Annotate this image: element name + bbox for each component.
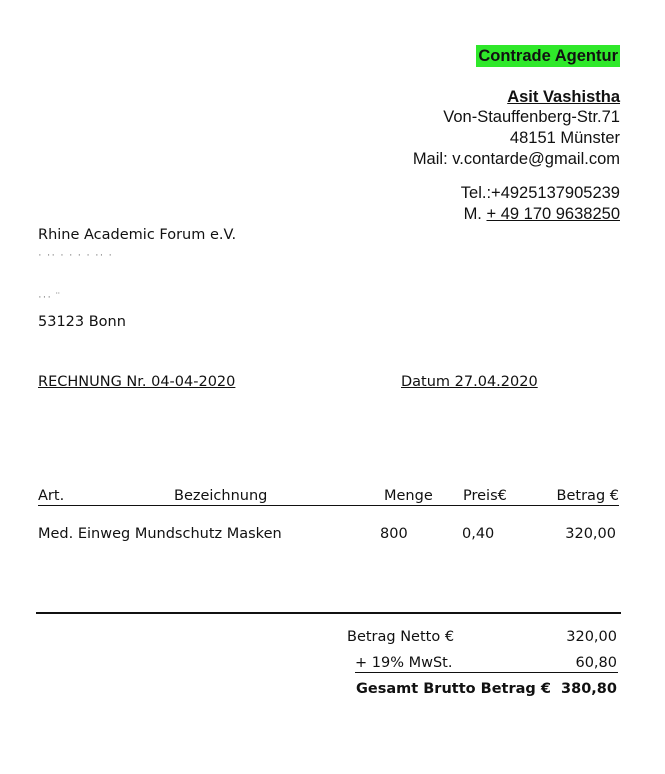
sender-mobile-prefix: M.: [463, 205, 487, 223]
header-betrag: Betrag €: [556, 488, 619, 504]
mwst-label: + 19% MwSt.: [355, 655, 453, 671]
sender-mobile-number: + 49 170 9638250: [486, 205, 620, 223]
mwst-rule: [355, 672, 618, 673]
invoice-number: RECHNUNG Nr. 04-04-2020: [38, 374, 236, 390]
sender-city: 48151 Münster: [509, 129, 620, 147]
row-betrag: 320,00: [565, 526, 616, 542]
recipient-city: 53123 Bonn: [38, 314, 126, 330]
row-menge: 800: [380, 526, 408, 542]
sender-mobile: [464, 204, 620, 225]
recipient-line-obscured-1: · ·· · · · · ·· ·: [38, 249, 114, 261]
brutto-label: Gesamt Brutto Betrag €: [356, 681, 551, 697]
sender-phone: Tel.:+4925137905239: [460, 184, 620, 202]
sender-mail: Mail: v.contarde@gmail.com: [412, 150, 620, 168]
row-description: Med. Einweg Mundschutz Masken: [38, 526, 282, 542]
header-art: Art.: [38, 488, 65, 504]
recipient-line-obscured-2: ··· ¨: [38, 291, 61, 303]
netto-value: 320,00: [566, 629, 617, 645]
table-header-rule: [38, 505, 619, 506]
sender-name: Asit Vashistha: [507, 88, 620, 106]
brutto-value: 380,80: [561, 681, 617, 697]
recipient-name: Rhine Academic Forum e.V.: [38, 227, 237, 243]
header-bezeichnung: Bezeichnung: [174, 488, 268, 504]
mwst-value: 60,80: [575, 655, 617, 671]
netto-label: Betrag Netto €: [347, 629, 455, 645]
sender-street: Von-Stauffenberg-Str.71: [443, 108, 620, 126]
header-menge: Menge: [384, 488, 433, 504]
invoice-date: Datum 27.04.2020: [401, 374, 538, 390]
totals-separator: [36, 612, 621, 614]
header-preis: Preis€: [463, 488, 507, 504]
sender-company-name: Contrade Agentur: [478, 47, 618, 65]
row-preis: 0,40: [462, 526, 495, 542]
